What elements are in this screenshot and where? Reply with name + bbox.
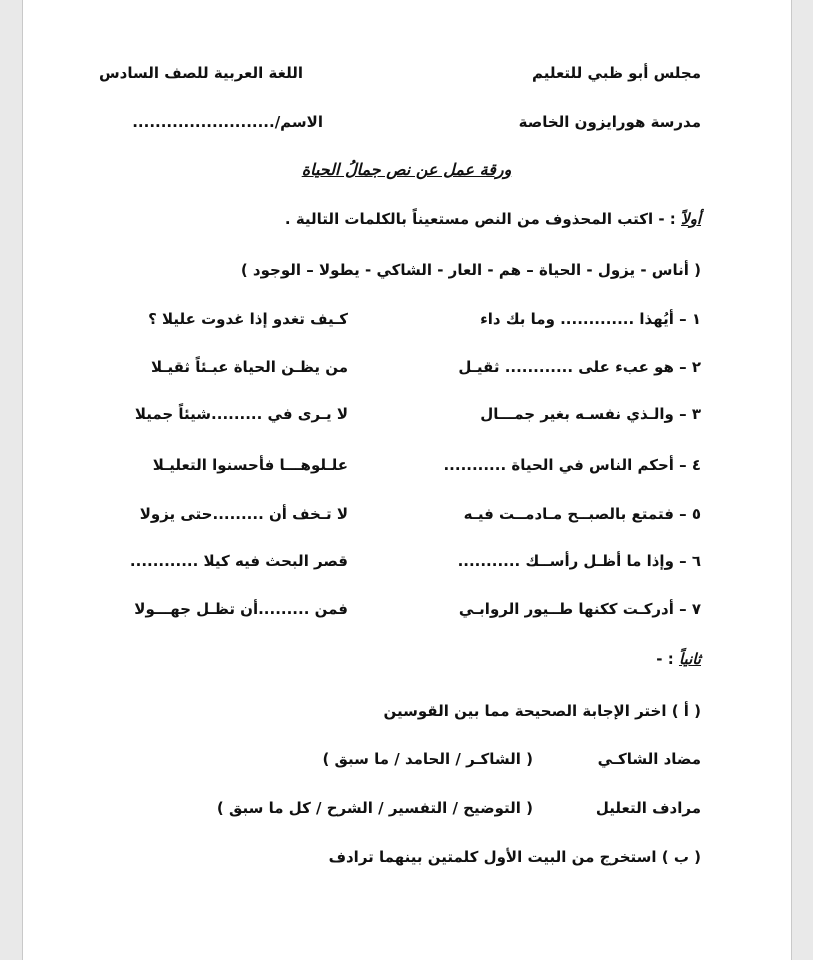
verse-2-first-half: ٢ – هو عبء على ............ ثقيـل	[458, 358, 701, 376]
question-1-options: ( الشاكـر / الحامد / ما سبق )	[322, 750, 533, 768]
verse-5-first-half: ٥ – فتمتع بالصبــح مـادمــت فيـه	[463, 505, 701, 523]
verse-5-second-half: لا تـخف أن .........حتى يزولا	[139, 505, 348, 523]
student-name-field: الاسم/.........................	[132, 113, 323, 131]
subject-grade: اللغة العربية للصف السادس	[98, 64, 303, 82]
school-name: مدرسة هورايزون الخاصة	[518, 113, 701, 131]
verse-1-first-half: ١ – أيُهذا ............. وما بك داء	[480, 310, 701, 328]
part-a-instruction: ( أ ) اختر الإجابة الصحيحة مما بين القوسين	[383, 702, 701, 720]
verse-4-second-half: علـلوهـــا فأحسنوا التعليـلا	[152, 456, 348, 474]
section2-heading	[656, 650, 701, 668]
section1-label: أولاً	[681, 210, 701, 228]
verse-2-second-half: من يظـن الحياة عبـئاً ثقيـلا	[150, 358, 348, 376]
council-name: مجلس أبو ظبي للتعليم	[531, 64, 701, 82]
question-2-options: ( التوضيح / التفسير / الشرح / كل ما سبق )	[216, 799, 533, 817]
verse-7-second-half: فمن .........أن تظـل جهـــولا	[134, 600, 348, 618]
section1-heading	[285, 210, 701, 228]
section2-suffix: : -	[656, 650, 679, 668]
verse-6-second-half: قصر البحث فيه كيلا ............	[129, 552, 348, 570]
worksheet-title: ورقة عمل عن نص جمالُ الحياة	[301, 160, 512, 179]
verse-6-first-half: ٦ – وإذا ما أظـل رأســك ...........	[457, 552, 701, 570]
verse-7-first-half: ٧ – أدركـت ككنها طــيور الروابـي	[458, 600, 701, 618]
question-1-word: مضاد الشاكـي	[597, 750, 701, 768]
question-2-word: مرادف التعليل	[595, 799, 701, 817]
section2-label: ثانياً	[678, 650, 701, 668]
verse-1-second-half: كـيف تغدو إذا غدوت عليلا ؟	[148, 310, 348, 328]
word-bank: ( أناس - يزول - الحياة – هم - العار - الشاكي - يطولا – الوجود )	[240, 261, 701, 279]
verse-4-first-half: ٤ – أحكم الناس في الحياة ...........	[443, 456, 701, 474]
part-b-instruction: ( ب ) استخرج من البيت الأول كلمتين بينهما ترادف	[328, 848, 701, 866]
verse-3-second-half: لا يـرى في .........شيئاً جميلا	[134, 405, 348, 423]
section1-instruction: : - اكتب المحذوف من النص مستعيناً بالكلمات التالية .	[284, 210, 682, 228]
verse-3-first-half: ٣ – والـذي نفسـه بغير جمـــال	[480, 405, 701, 423]
